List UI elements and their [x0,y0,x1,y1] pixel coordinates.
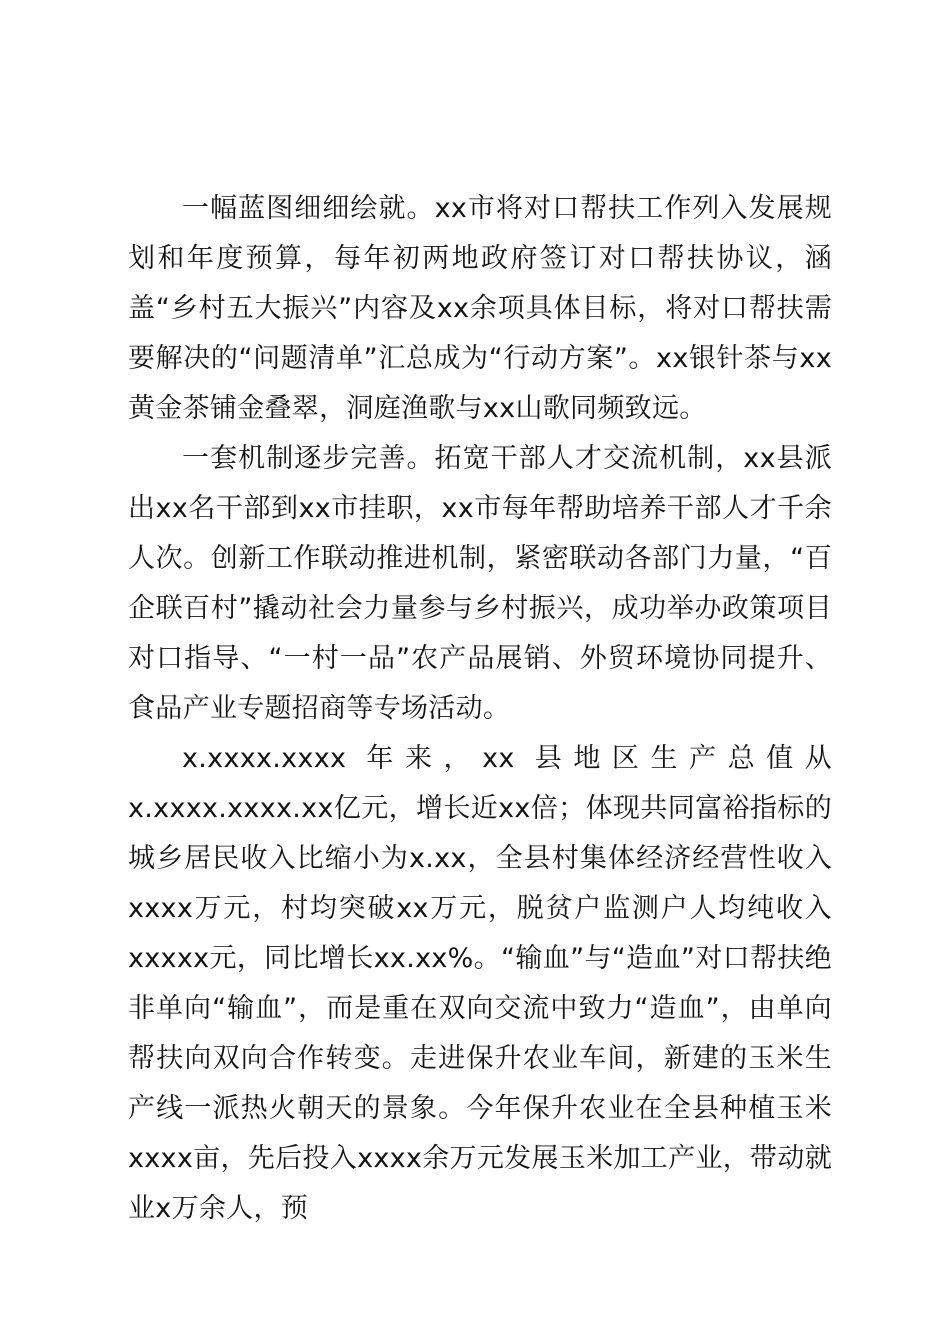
paragraph-growth: x.xxxx.xxxx 年来，xx 县地区生产总值从 x.xxxx.xxxx.xx亿元，增长近xx倍；体现共同富裕指标的城乡居民收入比缩小为x.xx，全县村集体经济经营性收入xxxx万元，村均突破xx万元，脱贫户监测户人均纯收入xxxxx元，同比增长xx.xx%。“输血”与“造血”对口帮扶绝非单向“输血”，而是重在双向交流中致力“造血”，由单向帮扶向双向合作转变。走进保升农业车间，新建的玉米生产线一派热火朝天的景象。今年保升农业在全县种植玉米xxxx亩，先后投入xxxx余万元发展玉米加工产业，带动就业x万余人，预 [128,743,832,1224]
document-page [128,0,832,1344]
paragraph-blueprint: 一幅蓝图细细绘就。xx市将对口帮扶工作列入发展规划和年度预算，每年初两地政府签订对口帮扶协议，涵盖“乡村五大振兴”内容及xx余项具体目标，将对口帮扶需要解决的“问题清单”汇总成为“行动方案”。xx银针茶与xx黄金茶铺金叠翠，洞庭渔歌与xx山歌同频致远。 [128,193,832,424]
paragraph-mechanism: 一套机制逐步完善。拓宽干部人才交流机制，xx县派出xx名干部到xx市挂职，xx市每年帮助培养干部人才千余人次。创新工作联动推进机制，紧密联动各部门力量，“百企联百村”撬动社会力量参与乡村振兴，成功举办政策项目对口指导、“一村一品”农产品展销、外贸环境协同提升、食品产业专题招商等专场活动。 [128,443,832,724]
